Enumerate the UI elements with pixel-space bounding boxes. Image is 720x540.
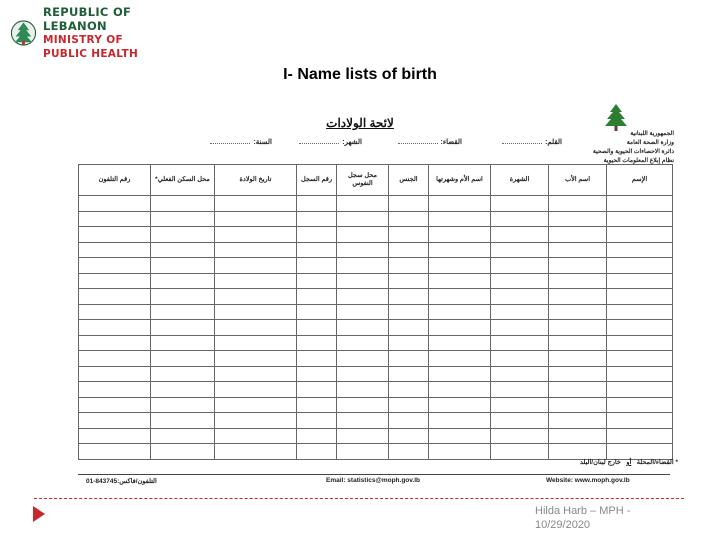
logo-line-1: REPUBLIC OF LEBANON — [42, 5, 132, 33]
table-cell — [389, 242, 429, 258]
table-cell — [607, 304, 673, 320]
table-cell — [549, 382, 607, 398]
table-cell — [79, 335, 151, 351]
table-cell — [607, 242, 673, 258]
table-cell — [389, 273, 429, 289]
table-cell — [151, 304, 215, 320]
table-cell — [297, 227, 337, 243]
slide-title: I- Name lists of birth — [283, 66, 437, 83]
table-cell — [607, 289, 673, 305]
ministry-logo — [10, 5, 170, 60]
table-cell — [491, 351, 549, 367]
table-cell — [215, 382, 297, 398]
table-cell — [151, 258, 215, 274]
table-cell — [491, 258, 549, 274]
cedar-emblem-icon — [596, 102, 636, 132]
table-cell — [215, 320, 297, 336]
org-line: وزارة الصحة العامة — [626, 140, 674, 146]
table-cell — [215, 351, 297, 367]
table-cell — [215, 444, 297, 460]
table-cell — [389, 382, 429, 398]
table-cell — [337, 444, 389, 460]
table-cell — [79, 413, 151, 429]
table-cell — [429, 258, 491, 274]
column-header: اسم الأم وشهرتها — [429, 165, 491, 196]
table-cell — [297, 242, 337, 258]
table-cell — [79, 258, 151, 274]
table-cell — [215, 273, 297, 289]
table-cell — [297, 413, 337, 429]
table-row — [79, 227, 673, 243]
table-cell — [491, 397, 549, 413]
table-cell — [491, 211, 549, 227]
table-cell — [215, 366, 297, 382]
table-cell — [215, 211, 297, 227]
table-cell — [297, 444, 337, 460]
org-line: الجمهورية اللبنانية — [630, 131, 674, 137]
table-row — [79, 351, 673, 367]
table-cell — [429, 382, 491, 398]
column-header: رقم السجل — [297, 165, 337, 196]
table-cell — [151, 335, 215, 351]
table-row — [79, 304, 673, 320]
table-cell — [549, 242, 607, 258]
table-cell — [549, 258, 607, 274]
table-cell — [389, 320, 429, 336]
table-cell — [337, 397, 389, 413]
footnote — [580, 458, 678, 466]
table-cell — [215, 289, 297, 305]
table-cell — [607, 397, 673, 413]
table-row — [79, 366, 673, 382]
column-header: الجنس — [389, 165, 429, 196]
table-cell — [297, 320, 337, 336]
column-header: الشهرة — [491, 165, 549, 196]
table-cell — [491, 413, 549, 429]
table-row — [79, 397, 673, 413]
table-cell — [337, 289, 389, 305]
table-row — [79, 242, 673, 258]
table-cell — [491, 335, 549, 351]
table-cell — [389, 351, 429, 367]
table-cell — [215, 428, 297, 444]
table-cell — [389, 227, 429, 243]
table-cell — [337, 366, 389, 382]
website: Website: www.moph.gov.lb — [546, 477, 630, 484]
table-cell — [389, 304, 429, 320]
table-row — [79, 320, 673, 336]
table-cell — [491, 289, 549, 305]
logo-line-2: MINISTRY OF PUBLIC HEALTH — [42, 34, 139, 60]
table-cell — [607, 428, 673, 444]
table-row — [79, 258, 673, 274]
table-row — [79, 382, 673, 398]
table-cell — [549, 444, 607, 460]
field-district: القضاء: — [398, 138, 462, 146]
slide-divider — [34, 498, 684, 499]
field-month: الشهر: — [299, 138, 362, 146]
table-cell — [607, 211, 673, 227]
table-cell — [491, 444, 549, 460]
table-cell — [297, 335, 337, 351]
table-row — [79, 211, 673, 227]
table-cell — [429, 273, 491, 289]
table-cell — [215, 258, 297, 274]
table-cell — [389, 444, 429, 460]
table-cell — [79, 444, 151, 460]
column-header: رقم التلفون — [79, 165, 151, 196]
table-cell — [79, 382, 151, 398]
table-cell — [607, 335, 673, 351]
table-cell — [79, 273, 151, 289]
table-cell — [151, 289, 215, 305]
table-cell — [549, 227, 607, 243]
table-cell — [151, 211, 215, 227]
table-cell — [297, 366, 337, 382]
table-cell — [549, 211, 607, 227]
table-cell — [429, 242, 491, 258]
column-header: محل السكن الفعلي* — [151, 165, 215, 196]
table-cell — [491, 304, 549, 320]
table-cell — [297, 397, 337, 413]
table-cell — [297, 258, 337, 274]
table-cell — [491, 428, 549, 444]
table-row — [79, 196, 673, 212]
table-cell — [151, 413, 215, 429]
table-cell — [151, 444, 215, 460]
table-cell — [389, 413, 429, 429]
table-cell — [79, 196, 151, 212]
table-cell — [389, 428, 429, 444]
table-cell — [151, 382, 215, 398]
org-line: دائرة الاحصاءات الحيوية والصحية — [592, 149, 674, 155]
table-cell — [337, 382, 389, 398]
phone-fax: 01-843745:التلفون/فاكس — [86, 478, 157, 485]
table-cell — [337, 320, 389, 336]
table-cell — [297, 273, 337, 289]
table-cell — [429, 366, 491, 382]
table-cell — [79, 320, 151, 336]
table-cell — [549, 351, 607, 367]
table-cell — [151, 242, 215, 258]
table-cell — [491, 273, 549, 289]
table-cell — [151, 273, 215, 289]
table-cell — [151, 397, 215, 413]
table-cell — [215, 413, 297, 429]
table-cell — [491, 366, 549, 382]
field-year: السنة: — [210, 138, 272, 146]
table-cell — [337, 211, 389, 227]
table-cell — [389, 366, 429, 382]
table-cell — [297, 211, 337, 227]
form-fields — [196, 138, 562, 152]
table-cell — [151, 366, 215, 382]
table-cell — [491, 227, 549, 243]
table-row — [79, 413, 673, 429]
table-cell — [151, 320, 215, 336]
birth-register-table — [78, 164, 673, 460]
table-cell — [607, 273, 673, 289]
table-cell — [429, 211, 491, 227]
table-cell — [429, 397, 491, 413]
table-cell — [549, 397, 607, 413]
table-cell — [429, 304, 491, 320]
column-header: اسم الأب — [549, 165, 607, 196]
table-cell — [215, 196, 297, 212]
table-cell — [549, 289, 607, 305]
table-cell — [337, 428, 389, 444]
table-cell — [491, 196, 549, 212]
table-cell — [79, 366, 151, 382]
table-cell — [549, 413, 607, 429]
email: Email: statistics@moph.gov.lb — [326, 477, 420, 484]
table-header-row — [79, 165, 673, 196]
table-row — [79, 289, 673, 305]
table-cell — [215, 304, 297, 320]
table-cell — [429, 413, 491, 429]
table-row — [79, 444, 673, 460]
table-cell — [337, 242, 389, 258]
table-cell — [79, 242, 151, 258]
table-cell — [549, 366, 607, 382]
table-cell — [297, 428, 337, 444]
table-cell — [151, 428, 215, 444]
table-cell — [429, 351, 491, 367]
organization-header — [554, 130, 674, 166]
table-cell — [389, 289, 429, 305]
column-header: الإسم — [607, 165, 673, 196]
table-cell — [607, 196, 673, 212]
table-cell — [337, 227, 389, 243]
field-pen: القلم: — [502, 138, 562, 146]
table-cell — [429, 227, 491, 243]
table-cell — [491, 320, 549, 336]
footnote-or: أو — [626, 459, 632, 466]
table-cell — [607, 351, 673, 367]
table-cell — [429, 428, 491, 444]
author-date: Hilda Harb – MPH - 10/29/2020 — [535, 505, 631, 531]
table-cell — [549, 428, 607, 444]
table-cell — [337, 196, 389, 212]
table-cell — [337, 273, 389, 289]
table-cell — [429, 335, 491, 351]
table-cell — [389, 335, 429, 351]
table-cell — [151, 227, 215, 243]
table-row — [79, 335, 673, 351]
table-cell — [607, 258, 673, 274]
table-cell — [429, 320, 491, 336]
org-line: نظام إبلاغ المعلومات الحيوية — [603, 158, 674, 164]
form-title: لائحة الولادات — [326, 116, 394, 130]
table-cell — [337, 258, 389, 274]
table-cell — [79, 304, 151, 320]
table-cell — [429, 196, 491, 212]
table-cell — [549, 335, 607, 351]
table-cell — [79, 351, 151, 367]
table-cell — [389, 397, 429, 413]
column-header: محل سجل النفوس — [337, 165, 389, 196]
table-cell — [549, 320, 607, 336]
table-cell — [297, 382, 337, 398]
footnote-abroad: خارج لبنان/البلد — [580, 459, 621, 466]
column-header: تاريخ الولادة — [215, 165, 297, 196]
table-cell — [297, 289, 337, 305]
table-cell — [491, 382, 549, 398]
table-cell — [337, 413, 389, 429]
table-cell — [297, 351, 337, 367]
table-body — [79, 196, 673, 460]
table-cell — [549, 304, 607, 320]
table-cell — [429, 444, 491, 460]
table-cell — [607, 366, 673, 382]
table-cell — [297, 196, 337, 212]
table-cell — [337, 351, 389, 367]
table-cell — [215, 397, 297, 413]
table-cell — [79, 289, 151, 305]
table-cell — [79, 211, 151, 227]
cedar-logo-icon — [10, 13, 37, 53]
table-cell — [429, 289, 491, 305]
table-cell — [151, 351, 215, 367]
table-cell — [389, 258, 429, 274]
table-cell — [297, 304, 337, 320]
table-cell — [607, 320, 673, 336]
table-cell — [607, 444, 673, 460]
table-cell — [337, 335, 389, 351]
table-cell — [215, 242, 297, 258]
table-cell — [607, 227, 673, 243]
birth-list-form-image — [76, 100, 680, 490]
table-cell — [549, 196, 607, 212]
table-cell — [215, 227, 297, 243]
table-cell — [389, 211, 429, 227]
table-row — [79, 428, 673, 444]
table-cell — [151, 196, 215, 212]
table-cell — [337, 304, 389, 320]
table-cell — [549, 273, 607, 289]
table-cell — [79, 428, 151, 444]
table-cell — [607, 413, 673, 429]
play-arrow-icon — [32, 505, 46, 523]
footnote-district: * القضاء/المحلة — [636, 459, 678, 466]
table-row — [79, 273, 673, 289]
table-cell — [389, 196, 429, 212]
table-cell — [79, 227, 151, 243]
table-cell — [491, 242, 549, 258]
form-footer-divider — [78, 474, 670, 475]
table-cell — [215, 335, 297, 351]
table-cell — [607, 382, 673, 398]
table-cell — [79, 397, 151, 413]
